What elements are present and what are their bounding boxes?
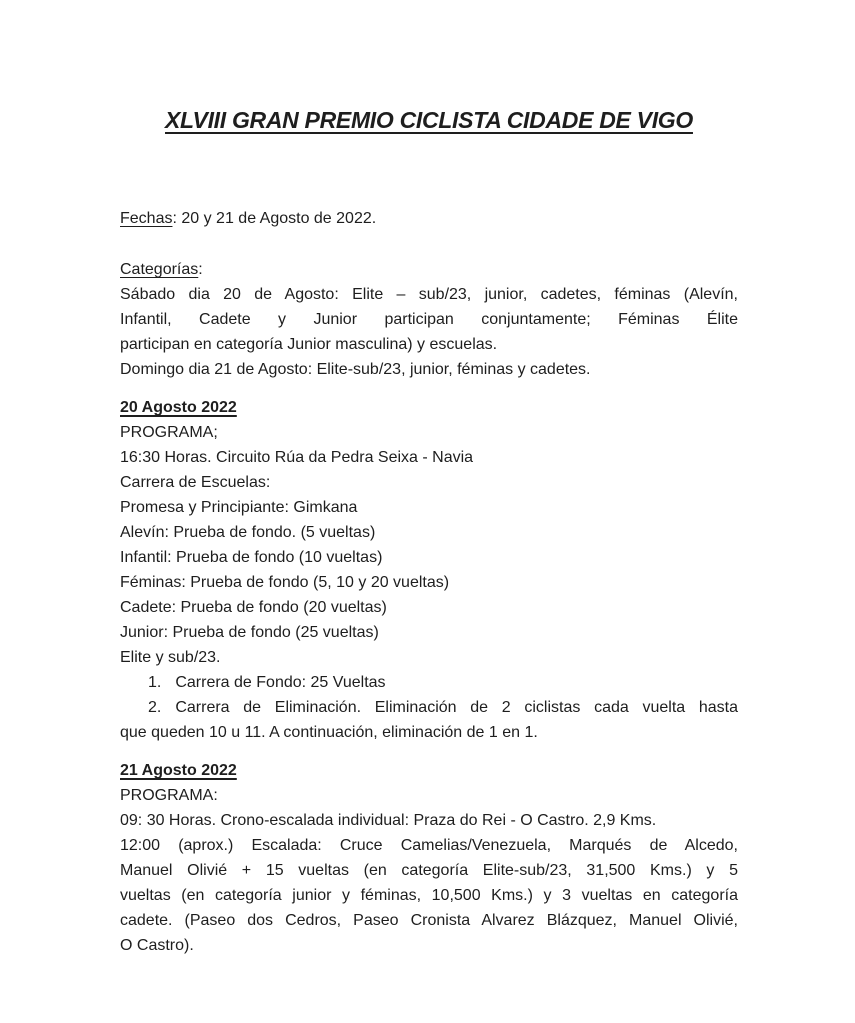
- program-line: Elite y sub/23.: [120, 649, 221, 666]
- program-line: 12:00 (aprox.) Escalada: Cruce Camelias/Venezuela, Marqués de Alcedo,: [120, 837, 738, 854]
- list-item-text: Carrera de Fondo: 25 Vueltas: [175, 674, 386, 691]
- list-item-text: Carrera de Eliminación. Eliminación de 2 ciclistas cada vuelta hasta: [175, 699, 738, 716]
- program-list-item-1: [120, 670, 738, 695]
- categorias-heading: [120, 257, 738, 282]
- categorias-line: Domingo dia 21 de Agosto: Elite-sub/23, junior, féminas y cadetes.: [120, 361, 591, 378]
- program-line: Junior: Prueba de fondo (25 vueltas): [120, 624, 379, 641]
- list-item-wrap-line: que queden 10 u 11. A continuación, eliminación de 1 en 1.: [120, 724, 538, 741]
- program-line: PROGRAMA;: [120, 424, 218, 441]
- list-item-number: 2.: [148, 699, 162, 716]
- program-line: O Castro).: [120, 937, 194, 954]
- list-item-number: 1.: [148, 674, 162, 691]
- section-heading-20-agosto: [120, 395, 738, 420]
- program-line: cadete. (Paseo dos Cedros, Paseo Cronista Alvarez Blázquez, Manuel Olivié,: [120, 912, 738, 929]
- categorias-line: Sábado dia 20 de Agosto: Elite – sub/23, junior, cadetes, féminas (Alevín,: [120, 286, 738, 303]
- section-21-agosto: [120, 783, 738, 958]
- categorias-line: participan en categoría Junior masculina) y escuelas.: [120, 336, 498, 353]
- doc-title: XLVIII GRAN PREMIO CICLISTA CIDADE DE VIGO: [165, 107, 693, 133]
- program-line: Infantil: Prueba de fondo (10 vueltas): [120, 549, 383, 566]
- section-heading-21-agosto-text: 21 Agosto 2022: [120, 762, 237, 779]
- program-line: 09: 30 Horas. Crono-escalada individual: Praza do Rei - O Castro. 2,9 Kms.: [120, 812, 657, 829]
- program-line: vueltas (en categoría junior y féminas, 10,500 Kms.) y 3 vueltas en categoría: [120, 887, 738, 904]
- fechas-line: [120, 206, 738, 231]
- program-line: Manuel Olivié + 15 vueltas (en categoría Elite-sub/23, 31,500 Kms.) y 5: [120, 862, 738, 879]
- section-heading-20-agosto-text: 20 Agosto 2022: [120, 399, 237, 416]
- program-line: Alevín: Prueba de fondo. (5 vueltas): [120, 524, 376, 541]
- section-20-agosto: [120, 420, 738, 745]
- program-line: Carrera de Escuelas:: [120, 474, 271, 491]
- section-heading-21-agosto: [120, 758, 738, 783]
- categorias-heading-colon: :: [198, 261, 203, 278]
- program-line: Féminas: Prueba de fondo (5, 10 y 20 vueltas): [120, 574, 450, 591]
- program-line: Cadete: Prueba de fondo (20 vueltas): [120, 599, 387, 616]
- fechas-value: : 20 y 21 de Agosto de 2022.: [172, 210, 377, 227]
- program-line: Promesa y Principiante: Gimkana: [120, 499, 358, 516]
- program-line: 16:30 Horas. Circuito Rúa da Pedra Seixa - Navia: [120, 449, 474, 466]
- program-line: PROGRAMA:: [120, 787, 218, 804]
- program-list-item-2: [120, 695, 738, 745]
- categorias-heading-text: Categorías: [120, 261, 199, 278]
- list-item-first-line: [120, 695, 738, 720]
- categorias-paragraph: [120, 282, 738, 382]
- fechas-label: Fechas: [120, 210, 173, 227]
- categorias-line: Infantil, Cadete y Junior participan conjuntamente; Féminas Élite: [120, 311, 738, 328]
